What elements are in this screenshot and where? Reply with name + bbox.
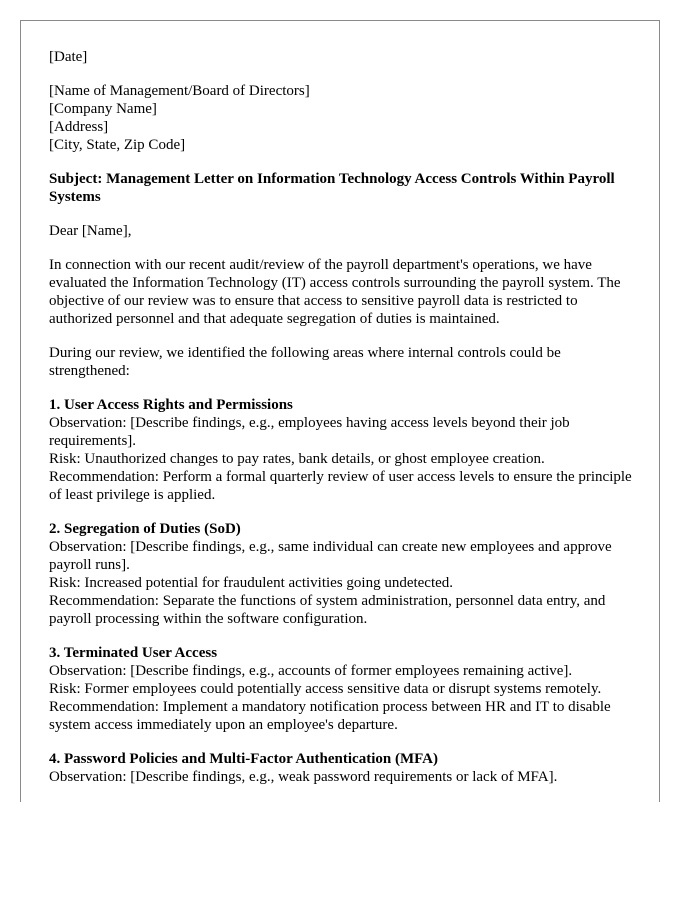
section-observation: Observation: [Describe findings, e.g., accounts of former employees remaining active]. <box>49 663 573 679</box>
letter-intro: In connection with our recent audit/review of the payroll department's operations, we have evaluated the Information Technology (IT) access controls surrounding the payroll system. The objective of our review was to ensure that access to sensitive payroll data is restricted to authorized personnel and that adequate segregation of duties is maintained. <box>49 257 621 327</box>
recipient-name: [Name of Management/Board of Directors] <box>49 83 310 99</box>
section-recommendation: Recommendation: Separate the functions of system administration, personnel data entry, and payroll processing within the software configuration. <box>49 593 606 627</box>
letter-salutation: Dear [Name], <box>49 223 132 239</box>
section-risk: Risk: Former employees could potentially access sensitive data or disrupt systems remotely. <box>49 681 602 697</box>
section-title: 2. Segregation of Duties (SoD) <box>49 521 241 537</box>
letter-subject: Subject: Management Letter on Information Technology Access Controls Within Payroll Systems <box>49 171 615 205</box>
section-title: 3. Terminated User Access <box>49 645 218 661</box>
letter-page <box>20 20 660 802</box>
finding-section-3 <box>49 644 639 734</box>
section-observation: Observation: [Describe findings, e.g., employees having access levels beyond their job requirements]. <box>49 415 570 449</box>
section-observation: Observation: [Describe findings, e.g., same individual can create new employees and approve payroll runs]. <box>49 539 612 573</box>
recipient-city-state-zip: [City, State, Zip Code] <box>49 137 186 153</box>
section-risk: Risk: Unauthorized changes to pay rates, bank details, or ghost employee creation. <box>49 451 545 467</box>
recipient-address: [Address] <box>49 119 109 135</box>
section-title: 1. User Access Rights and Permissions <box>49 397 293 413</box>
section-recommendation: Recommendation: Implement a mandatory notification process between HR and IT to disable system access immediately upon an employee's departure. <box>49 699 611 733</box>
finding-section-2 <box>49 520 639 628</box>
letter-lead-in: During our review, we identified the following areas where internal controls could be strengthened: <box>49 345 561 379</box>
letter-body <box>49 48 639 786</box>
finding-section-4 <box>49 750 639 786</box>
recipient-block <box>49 82 639 154</box>
section-risk: Risk: Increased potential for fraudulent activities going undetected. <box>49 575 454 591</box>
section-recommendation: Recommendation: Perform a formal quarterly review of user access levels to ensure the principle of least privilege is applied. <box>49 469 632 503</box>
section-observation: Observation: [Describe findings, e.g., weak password requirements or lack of MFA]. <box>49 769 558 785</box>
letter-date: [Date] <box>49 49 88 65</box>
recipient-company: [Company Name] <box>49 101 157 117</box>
finding-section-1 <box>49 396 639 504</box>
section-title: 4. Password Policies and Multi-Factor Authentication (MFA) <box>49 751 438 767</box>
